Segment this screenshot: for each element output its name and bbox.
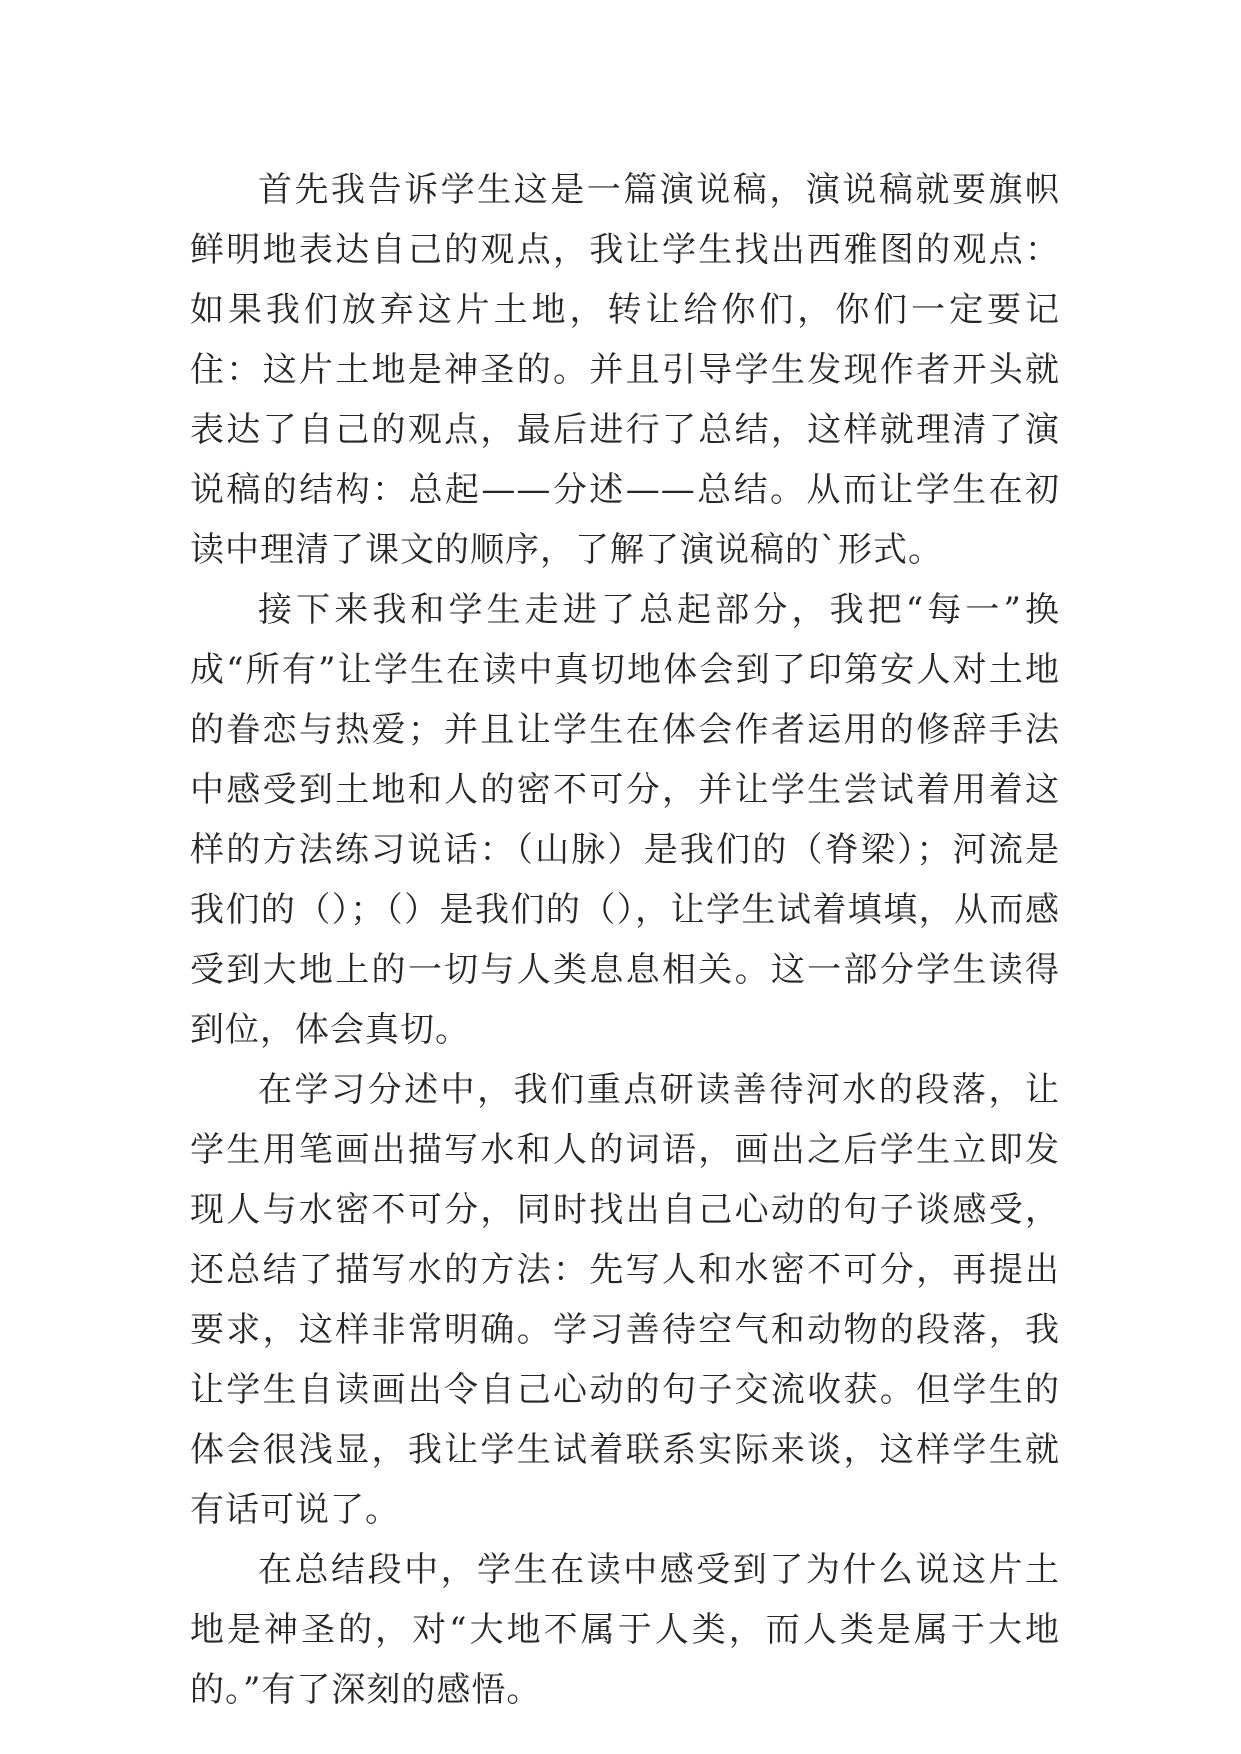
paragraph-4: 在总结段中，学生在读中感受到了为什么说这片土地是神圣的，对“大地不属于人类，而人类是属于大地的。”有了深刻的感悟。 [190,1550,1060,1710]
document-body [190,160,1060,1720]
paragraph-3: 在学习分述中，我们重点研读善待河水的段落，让学生用笔画出描写水和人的词语，画出之后学生立即发现人与水密不可分，同时找出自己心动的句子谈感受，还总结了描写水的方法：先写人和水密不可分，再提出要求，这样非常明确。学习善待空气和动物的段落，我让学生自读画出令自己心动的句子交流收获。但学生的体会很浅显，我让学生试着联系实际来谈，这样学生就有话可说了。 [190,1070,1060,1530]
paragraph-1: 首先我告诉学生这是一篇演说稿，演说稿就要旗帜鲜明地表达自己的观点，我让学生找出西雅图的观点：如果我们放弃这片土地，转让给你们，你们一定要记住：这片土地是神圣的。并且引导学生发现作者开头就表达了自己的观点，最后进行了总结，这样就理清了演说稿的结构：总起——分述——总结。从而让学生在初读中理清了课文的顺序，了解了演说稿的`形式。 [190,170,1060,570]
paragraph-2: 接下来我和学生走进了总起部分，我把“每一”换成“所有”让学生在读中真切地体会到了印第安人对土地的眷恋与热爱；并且让学生在体会作者运用的修辞手法中感受到土地和人的密不可分，并让学生尝试着用着这样的方法练习说话：（山脉）是我们的（脊梁）；河流是我们的（）；（）是我们的（），让学生试着填填，从而感受到大地上的一切与人类息息相关。这一部分学生读得到位，体会真切。 [190,590,1060,1050]
